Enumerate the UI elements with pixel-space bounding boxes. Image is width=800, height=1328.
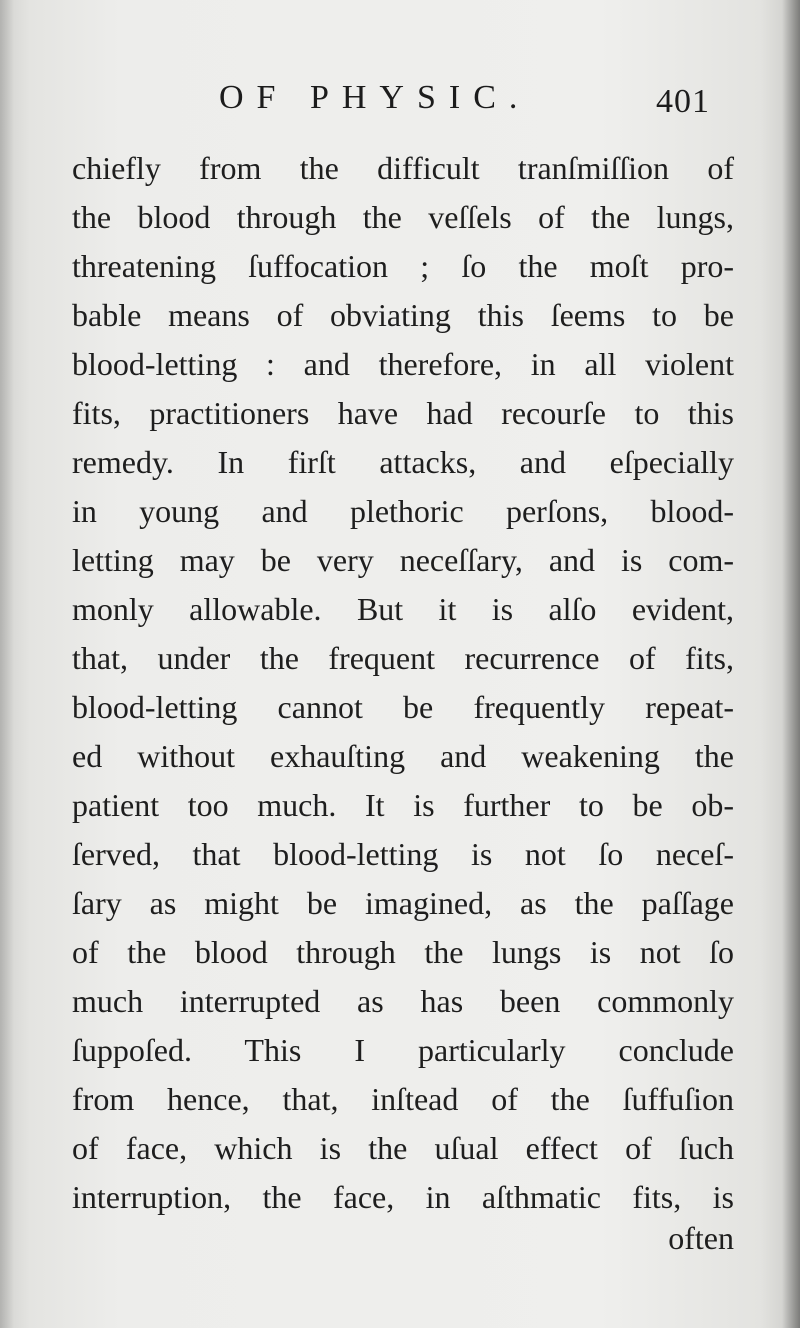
- text-line: patient too much. It is further to be ob-: [72, 787, 734, 823]
- text-line: ſerved, that blood-letting is not ſo neceſ-: [72, 836, 734, 872]
- text-line: monly allowable. But it is alſo evident,: [72, 591, 734, 627]
- text-line: blood-letting : and therefore, in all violent: [72, 346, 734, 382]
- text-line: interruption, the face, in aſthmatic fits, is: [72, 1179, 734, 1215]
- page-edge-shadow: [782, 0, 800, 1328]
- text-line: much interrupted as has been commonly: [72, 983, 734, 1019]
- text-line: ed without exhauſting and weakening the: [72, 738, 734, 774]
- text-line: ſuppoſed. This I particularly conclude: [72, 1032, 734, 1068]
- text-line: ſary as might be imagined, as the paſſage: [72, 885, 734, 921]
- text-line: fits, practitioners have had recourſe to this: [72, 395, 734, 431]
- text-line: bable means of obviating this ſeems to be: [72, 297, 734, 333]
- text-line: that, under the frequent recurrence of fits,: [72, 640, 734, 676]
- text-line: blood-letting cannot be frequently repeat-: [72, 689, 734, 725]
- text-line: in young and plethoric perſons, blood-: [72, 493, 734, 529]
- text-line: letting may be very neceſſary, and is com-: [72, 542, 734, 578]
- text-line: threatening ſuffocation ; ſo the moſt pro-: [72, 248, 734, 284]
- page-number: 401: [656, 83, 710, 120]
- catchword: often: [668, 1220, 734, 1256]
- text-line: the blood through the veſſels of the lungs,: [72, 199, 734, 235]
- text-line: of the blood through the lungs is not ſo: [72, 934, 734, 970]
- text-line: of face, which is the uſual effect of ſuch: [72, 1130, 734, 1166]
- text-line: remedy. In firſt attacks, and eſpecially: [72, 444, 734, 480]
- page-gutter-shadow: [0, 0, 14, 1328]
- running-head: OF PHYSIC.: [219, 79, 531, 116]
- text-line: from hence, that, inſtead of the ſuffuſion: [72, 1081, 734, 1117]
- text-line: chiefly from the difficult tranſmiſſion of: [72, 150, 734, 186]
